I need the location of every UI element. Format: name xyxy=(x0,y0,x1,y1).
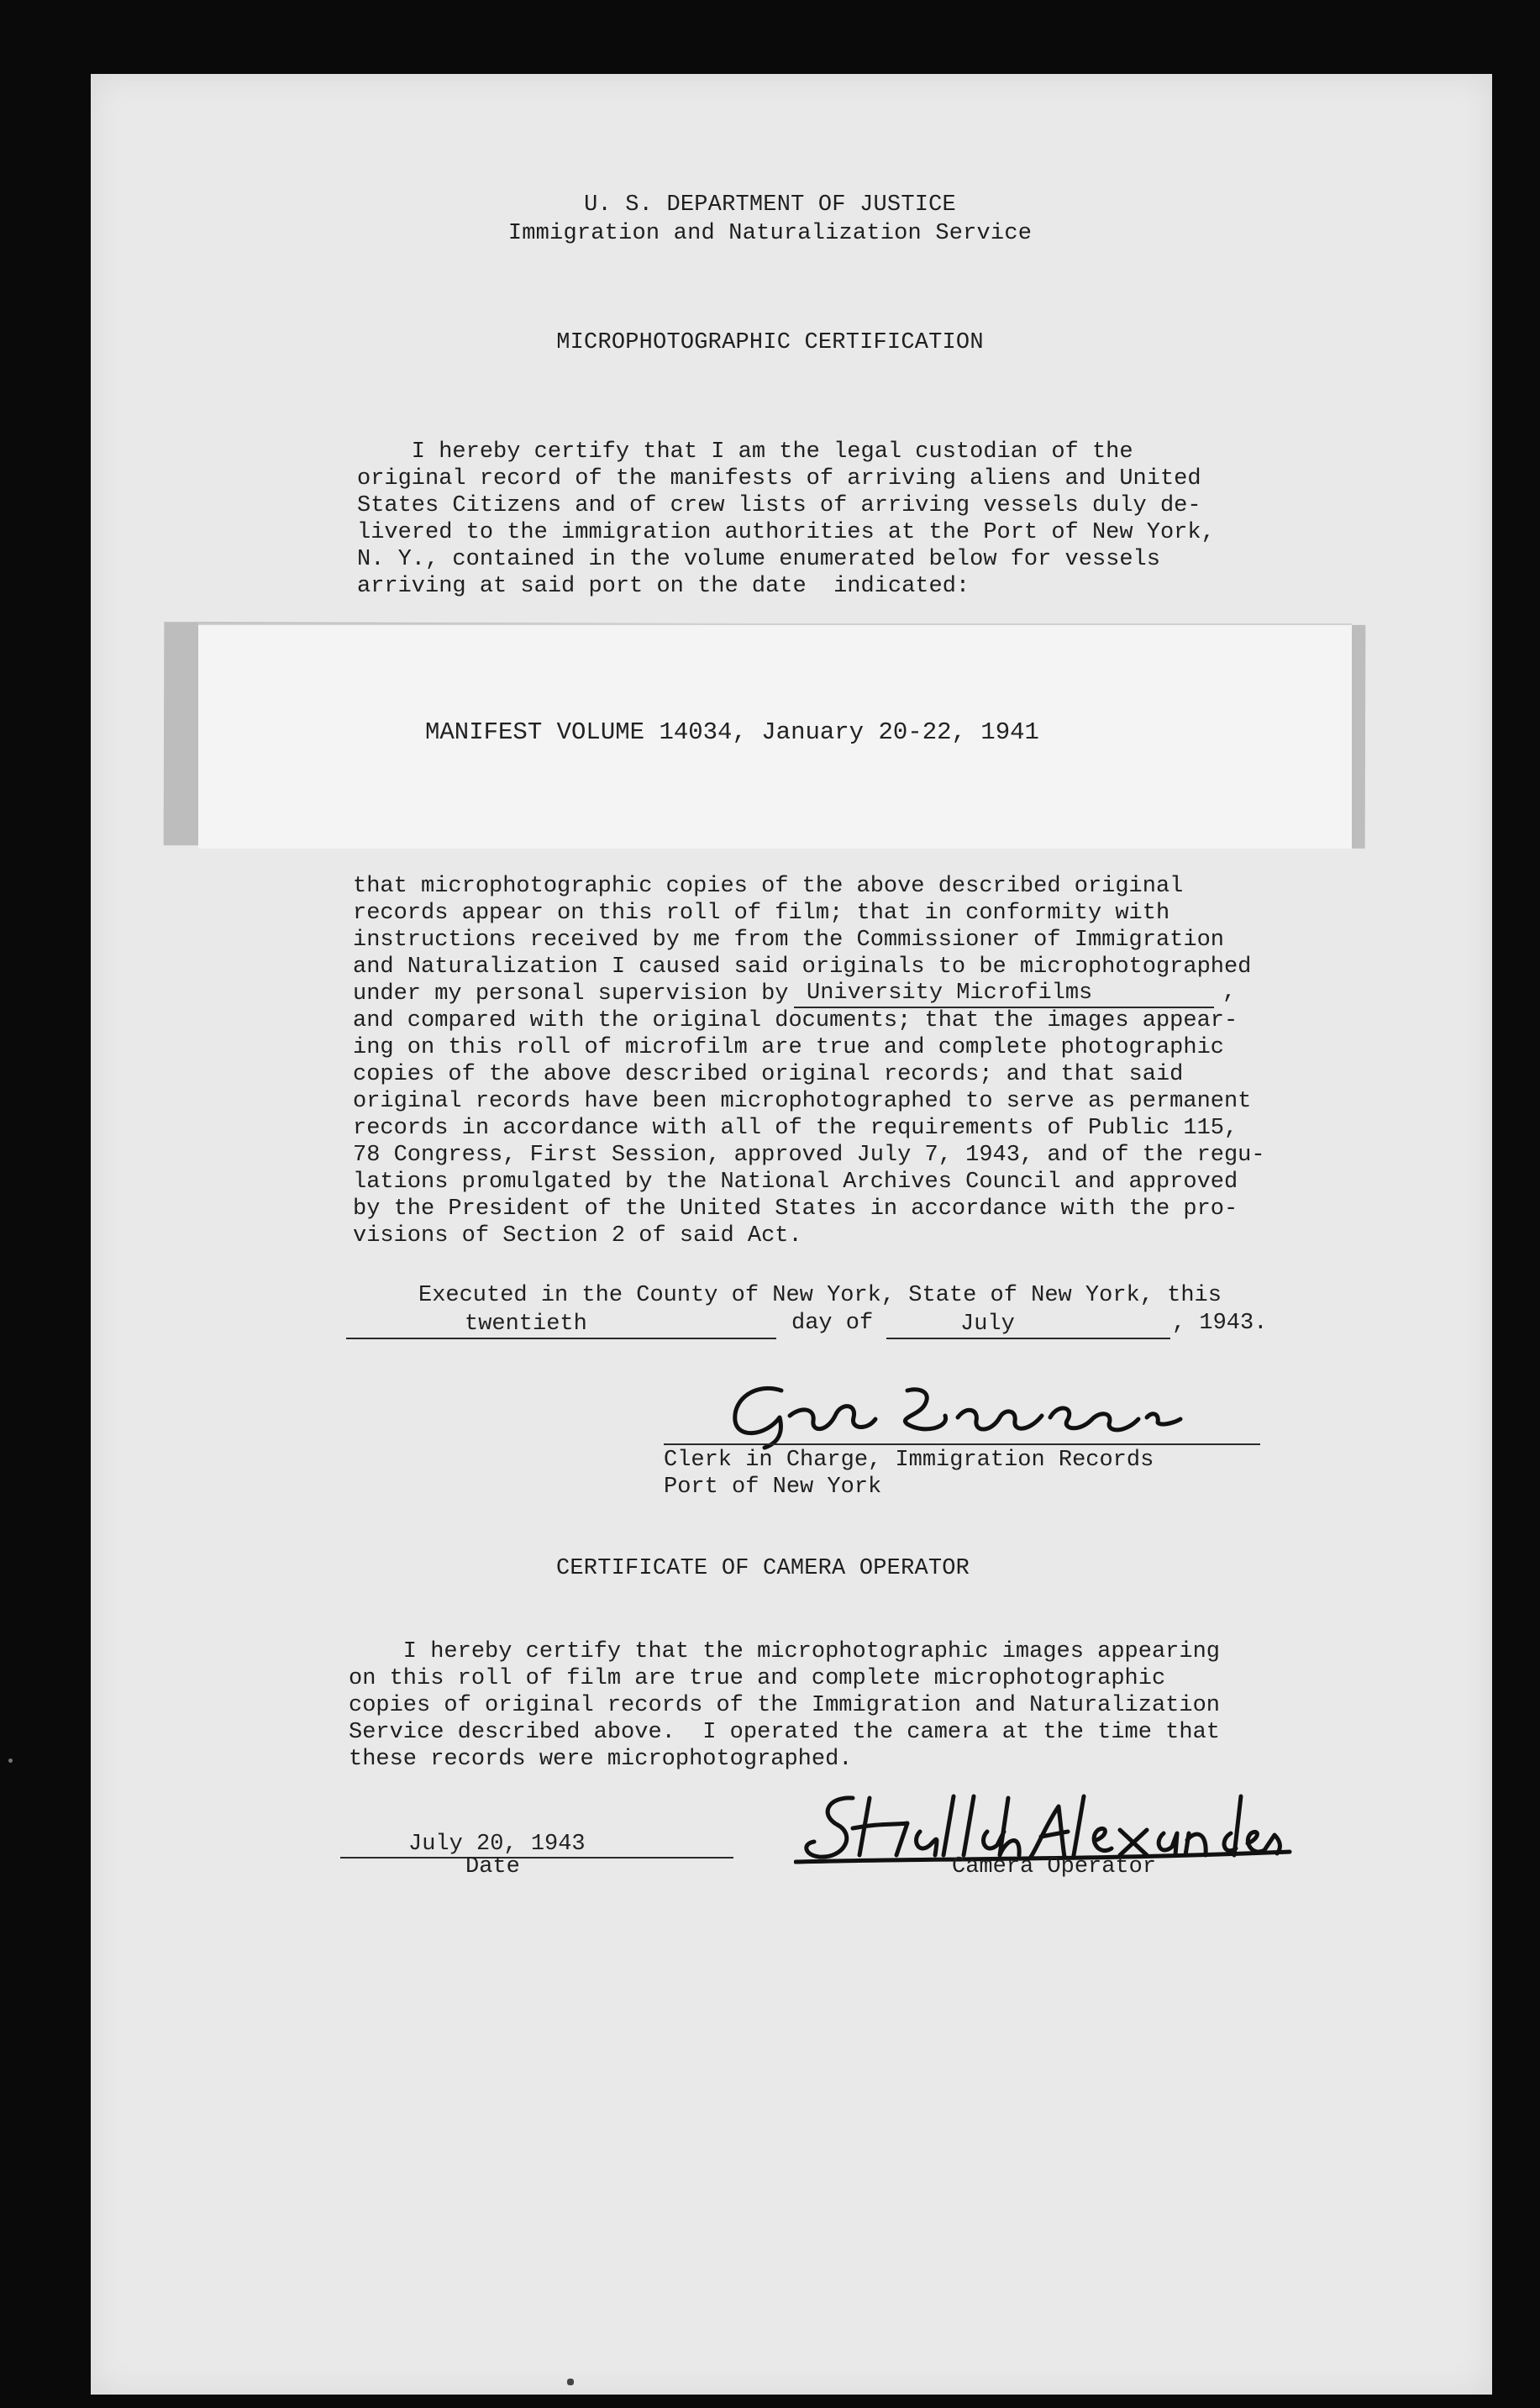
supervisor-name: University Microfilms xyxy=(807,981,1093,1006)
intro-line: N. Y., contained in the volume enumerated below for vessels xyxy=(357,547,1160,572)
camera-line: Service described above. I operated the camera at the time that xyxy=(349,1720,1220,1745)
intro-line: livered to the immigration authorities at the Port of New York, xyxy=(357,520,1215,545)
camera-line: on this roll of film are true and complete microphotographic xyxy=(349,1666,1166,1691)
service-heading: Immigration and Naturalization Service xyxy=(507,221,1033,246)
intro-line: original record of the manifests of arriving aliens and United xyxy=(357,466,1201,492)
body-line: copies of the above described original records; and that said xyxy=(353,1062,1184,1087)
body-line: records appear on this roll of film; that in conformity with xyxy=(353,901,1170,926)
clerk-location: Port of New York xyxy=(664,1475,882,1500)
body-line: and compared with the original documents; that the images appear- xyxy=(353,1008,1238,1033)
supervisor-comma: , xyxy=(1222,980,1237,1005)
date-label: Date xyxy=(465,1854,520,1880)
intro-line: States Citizens and of crew lists of arriving vessels duly de- xyxy=(357,493,1201,518)
body-line: records in accordance with all of the requirements of Public 115, xyxy=(353,1116,1238,1141)
body-line: lations promulgated by the National Archives Council and approved xyxy=(353,1170,1238,1195)
camera-certificate-title: CERTIFICATE OF CAMERA OPERATOR xyxy=(556,1556,970,1581)
intro-line: I hereby certify that I am the legal custodian of the xyxy=(357,439,1133,465)
body-line: 78 Congress, First Session, approved July 7, 1943, and of the regu- xyxy=(353,1143,1265,1168)
camera-date: July 20, 1943 xyxy=(408,1832,586,1857)
scan-speck xyxy=(8,1759,13,1763)
camera-line: copies of original records of the Immigration and Naturalization xyxy=(349,1693,1220,1718)
execution-year: , 1943. xyxy=(1172,1311,1268,1336)
day-underline xyxy=(346,1338,776,1339)
certification-title: MICROPHOTOGRAPHIC CERTIFICATION xyxy=(556,330,984,355)
body-line: visions of Section 2 of said Act. xyxy=(353,1223,802,1249)
camera-operator-label: Camera Operator xyxy=(952,1854,1157,1880)
day-of-label: day of xyxy=(791,1311,874,1336)
department-heading: U. S. DEPARTMENT OF JUSTICE xyxy=(584,192,956,218)
body-line: that microphotographic copies of the above described original xyxy=(353,874,1184,899)
clerk-signature-line xyxy=(664,1443,1260,1445)
body-line: instructions received by me from the Commissioner of Immigration xyxy=(353,928,1224,953)
execution-month: July xyxy=(960,1312,1015,1337)
month-underline xyxy=(886,1338,1170,1339)
intro-line: arriving at said port on the date indicated: xyxy=(357,574,970,599)
scan-speck xyxy=(567,2379,574,2385)
camera-line: I hereby certify that the microphotographic images appearing xyxy=(349,1639,1220,1664)
body-line: ing on this roll of microfilm are true and complete photographic xyxy=(353,1035,1224,1060)
execution-line: Executed in the County of New York, State of New York, this xyxy=(418,1283,1222,1308)
clerk-title: Clerk in Charge, Immigration Records xyxy=(664,1448,1154,1473)
manifest-volume: MANIFEST VOLUME 14034, January 20-22, 1941 xyxy=(425,718,1039,746)
body-line: by the President of the United States in accordance with the pro- xyxy=(353,1196,1238,1222)
date-underline xyxy=(340,1857,733,1859)
camera-line: these records were microphotographed. xyxy=(349,1747,853,1772)
body-line: and Naturalization I caused said originals to be microphotographed xyxy=(353,954,1252,980)
body-line: under my personal supervision by xyxy=(353,981,789,1007)
execution-day: twentieth xyxy=(465,1312,587,1337)
body-line: original records have been microphotographed to serve as permanent xyxy=(353,1089,1252,1114)
